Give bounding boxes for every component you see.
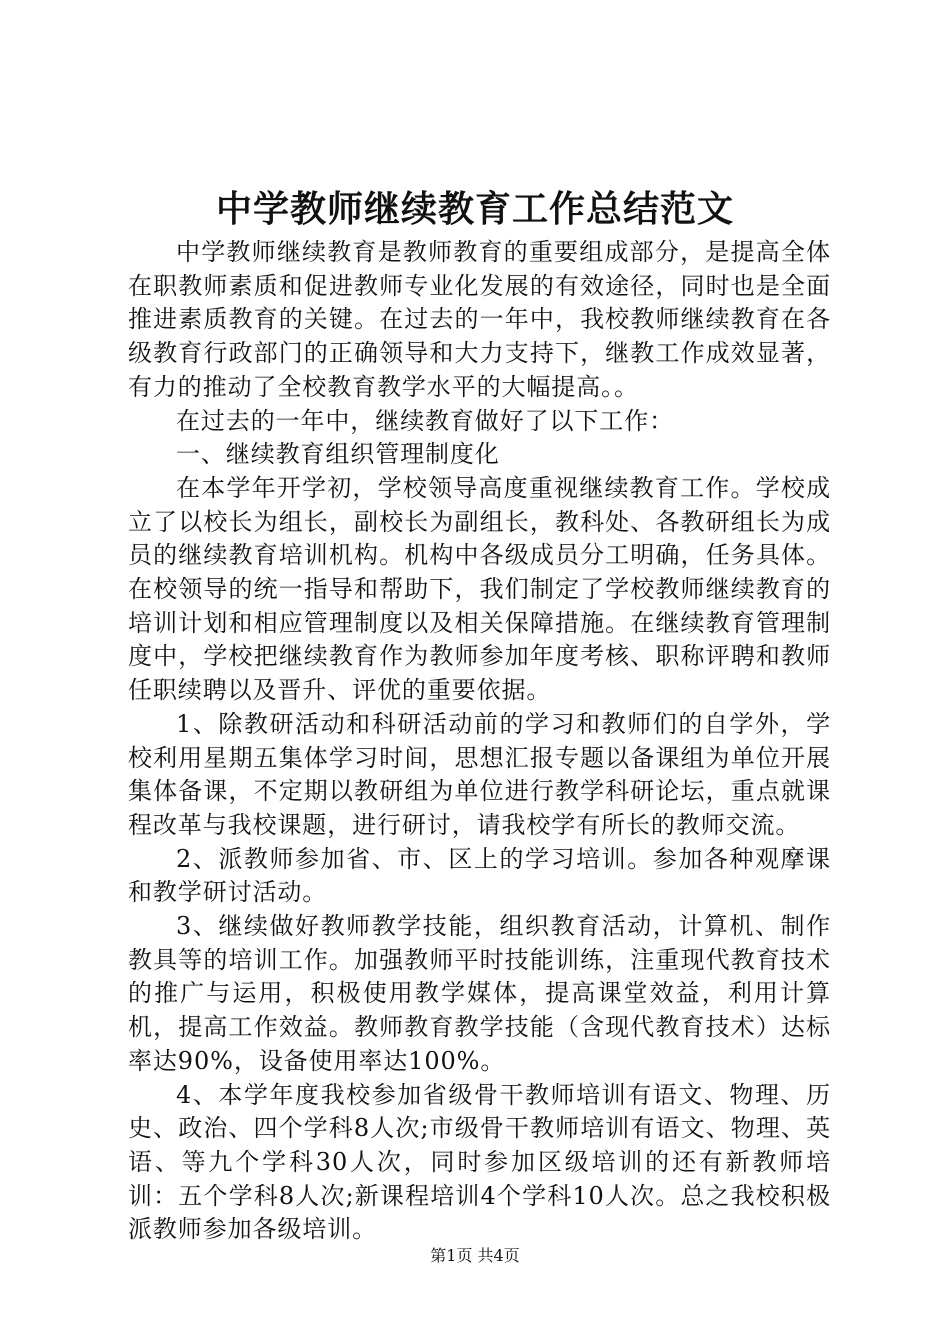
paragraph-item-2: 2、派教师参加省、市、区上的学习培训。参加各种观摩课和教学研讨活动。 xyxy=(128,844,831,907)
paragraph-organization: 在本学年开学初，学校领导高度重视继续教育工作。学校成立了以校长为组长，副校长为副组长，教科处、各教研组长为成员的继续教育培训机构。机构中各级成员分工明确，任务具体。在校领导的统一指导和帮助下，我们制定了学校教师继续教育的培训计划和相应管理制度以及相关保障措施。在继续教育管理制度中，学校把继续教育作为教师参加年度考核、职称评聘和教师任职续聘以及晋升、评优的重要依据。 xyxy=(128,473,831,705)
paragraph-item-1: 1、除教研活动和科研活动前的学习和教师们的自学外，学校利用星期五集体学习时间，思想汇报专题以备课组为单位开展集体备课，不定期以教研组为单位进行教学科研论坛，重点就课程改革与我校课题，进行研讨，请我校学有所长的教师交流。 xyxy=(128,709,831,839)
page-number-footer: 第1页 共4页 xyxy=(430,1246,520,1265)
document-title: 中学教师继续教育工作总结范文 xyxy=(215,188,734,230)
section-heading-1: 一、继续教育组织管理制度化 xyxy=(176,440,500,469)
paragraph-item-3: 3、继续做好教师教学技能，组织教育活动，计算机、制作教具等的培训工作。加强教师平时技能训练，注重现代教育技术的推广与运用，积极使用教学媒体，提高课堂效益，利用计算机，提高工作效益。教师教育教学技能（含现代教育技术）达标率达90%，设备使用率达100%。 xyxy=(128,912,831,1075)
paragraph-item-4: 4、本学年度我校参加省级骨干教师培训有语文、物理、历史、政治、四个学科8人次;市级骨干教师培训有语文、物理、英语、等九个学科30人次，同时参加区级培训的还有新教师培训：五个学科8人次;新课程培训4个学科10人次。总之我校积极派教师参加各级培训。 xyxy=(128,1080,831,1244)
paragraph-intro: 中学教师继续教育是教师教育的重要组成部分，是提高全体在职教师素质和促进教师专业化发展的有效途径，同时也是全面推进素质教育的关键。在过去的一年中，我校教师继续教育在各级教育行政部门的正确领导和大力支持下，继教工作成效显著，有力的推动了全校教育教学水平的大幅提高。。 xyxy=(128,238,831,401)
paragraph-summary-lead: 在过去的一年中，继续教育做好了以下工作： xyxy=(176,406,674,435)
document-body xyxy=(128,236,831,1247)
